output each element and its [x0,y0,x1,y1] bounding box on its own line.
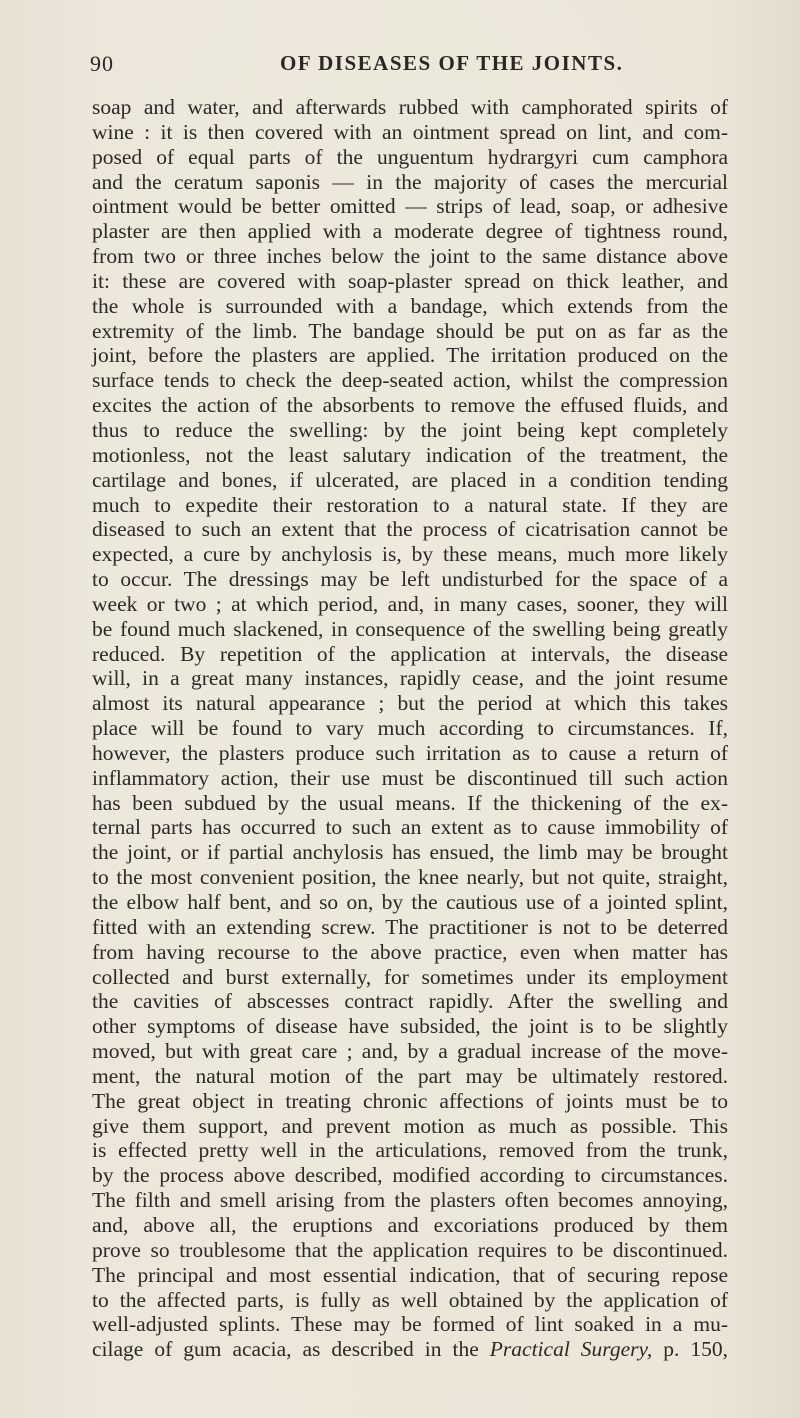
running-head [0,51,800,81]
text-line: and, above all, the eruptions and excoriations produced by them [92,1212,728,1237]
text-line: to the most convenient position, the knee nearly, but not quite, straight, [92,865,728,890]
text-line: well-adjusted splints. These may be formed of lint soaked in a mu- [92,1312,728,1337]
text-line: place will be found to vary much according to circumstances. If, [92,716,728,741]
text-line: The filth and smell arising from the plasters often becomes annoying, [92,1188,728,1213]
text-line: reduced. By repetition of the application at intervals, the disease [92,641,728,666]
text-line: cartilage and bones, if ulcerated, are placed in a condition tending [92,467,728,492]
text-line: the whole is surrounded with a bandage, which extends from the [92,293,728,318]
text-line: diseased to such an extent that the process of cicatrisation cannot be [92,517,728,542]
text-line: by the process above described, modified according to circumstances. [92,1163,728,1188]
text-line: however, the plasters produce such irritation as to cause a return of [92,740,728,765]
page-number: 90 [90,51,114,76]
body-text [92,95,728,1362]
text-line: excites the action of the absorbents to remove the effused fluids, and [92,393,728,418]
text-line: prove so troublesome that the application requires to be discontinued. [92,1237,728,1262]
text-line: soap and water, and afterwards rubbed with camphorated spirits of [92,95,728,119]
text-line: collected and burst externally, for sometimes under its employment [92,964,728,989]
text-line: and the ceratum saponis — in the majority of cases the mercurial [92,169,728,194]
text-line: be found much slackened, in consequence of the swelling being greatly [92,616,728,641]
text-line: fitted with an extending screw. The practitioner is not to be deterred [92,914,728,939]
text-line: is effected pretty well in the articulations, removed from the trunk, [92,1138,728,1163]
text-line: plaster are then applied with a moderate degree of tightness round, [92,219,728,244]
text-line: the joint, or if partial anchylosis has ensued, the limb may be brought [92,840,728,865]
text-line: has been subdued by the usual means. If the thickening of the ex- [92,790,728,815]
text-line: extremity of the limb. The bandage should be put on as far as the [92,318,728,343]
text-line: inflammatory action, their use must be discontinued till such action [92,765,728,790]
text-line: to occur. The dressings may be left undisturbed for the space of a [92,567,728,592]
text-line: wine : it is then covered with an ointment spread on lint, and com- [92,119,728,144]
running-title: OF DISEASES OF THE JOINTS. [280,51,624,75]
text-line: it: these are covered with soap-plaster spread on thick leather, and [92,268,728,293]
text-line: almost its natural appearance ; but the period at which this takes [92,691,728,716]
text-line: motionless, not the least salutary indication of the treatment, the [92,442,728,467]
text-line: from having recourse to the above practice, even when matter has [92,939,728,964]
text-line: much to expedite their restoration to a natural state. If they are [92,492,728,517]
text-line: moved, but with great care ; and, by a gradual increase of the move- [92,1039,728,1064]
text-line: to the affected parts, is fully as well obtained by the application of [92,1287,728,1312]
text-line: will, in a great many instances, rapidly cease, and the joint resume [92,666,728,691]
text-line-last [92,1337,728,1362]
text-line: surface tends to check the deep-seated action, whilst the compression [92,368,728,393]
text-line: ternal parts has occurred to such an extent as to cause immobility of [92,815,728,840]
text-line: other symptoms of disease have subsided, the joint is to be slightly [92,1014,728,1039]
text-line: joint, before the plasters are applied. The irritation produced on the [92,343,728,368]
text-line: the cavities of abscesses contract rapidly. After the swelling and [92,989,728,1014]
last-line-after: p. 150, [652,1337,728,1362]
text-line: posed of equal parts of the unguentum hydrargyri cum camphora [92,144,728,169]
book-title-reference: Practical Surgery, [489,1337,653,1362]
text-line: thus to reduce the swelling: by the joint being kept completely [92,417,728,442]
text-line: The great object in treating chronic affections of joints must be to [92,1088,728,1113]
text-line: give them support, and prevent motion as much as possible. This [92,1113,728,1138]
text-line: ment, the natural motion of the part may be ultimately restored. [92,1063,728,1088]
text-line: week or two ; at which period, and, in many cases, sooner, they will [92,591,728,616]
text-line: the elbow half bent, and so on, by the cautious use of a jointed splint, [92,890,728,914]
last-line-before: cilage of gum acacia, as described in the [92,1337,490,1362]
text-line: The principal and most essential indication, that of securing repose [92,1262,728,1287]
text-line: expected, a cure by anchylosis is, by these means, much more likely [92,542,728,567]
text-line: from two or three inches below the joint to the same distance above [92,244,728,269]
text-line: ointment would be better omitted — strips of lead, soap, or adhesive [92,194,728,219]
